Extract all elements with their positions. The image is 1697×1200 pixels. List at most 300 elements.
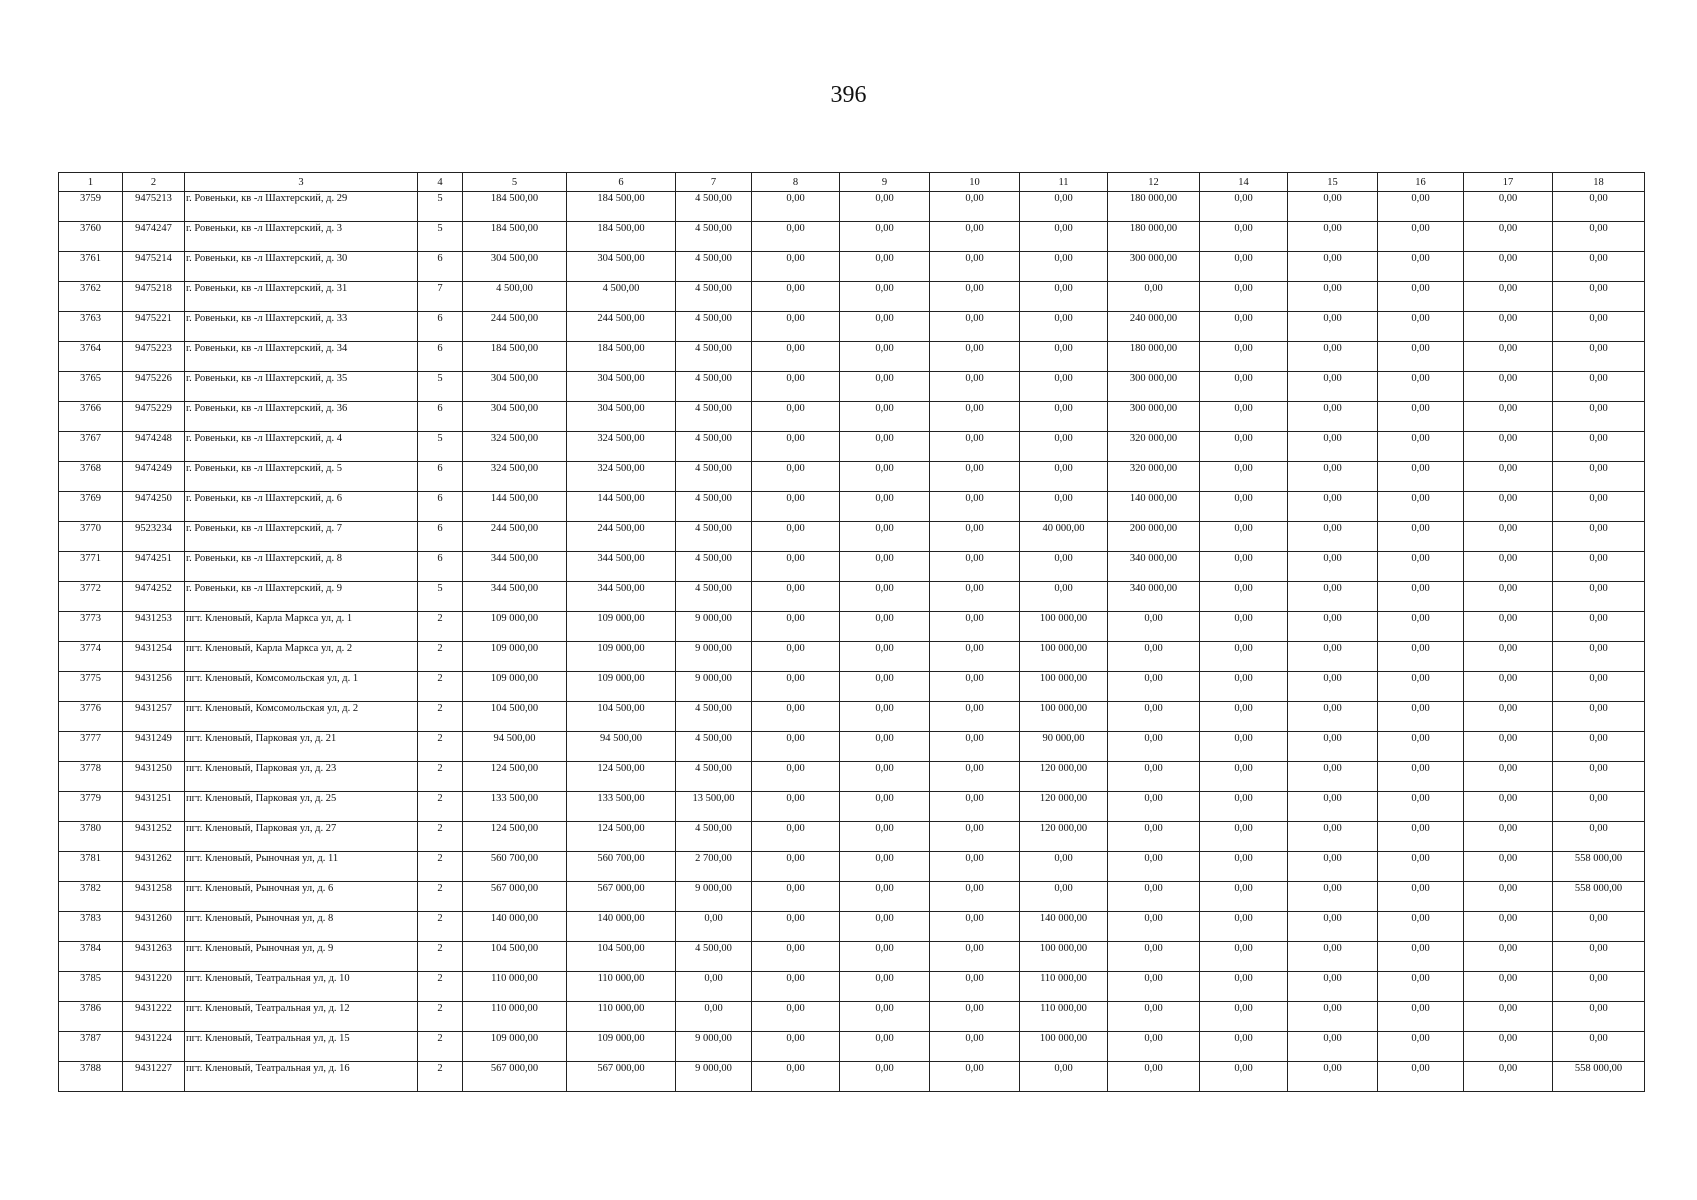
table-cell: 0,00	[1553, 942, 1645, 972]
table-cell: 2	[418, 672, 463, 702]
table-cell: 0,00	[840, 642, 930, 672]
table-cell: 0,00	[1464, 942, 1553, 972]
table-row	[59, 702, 1645, 732]
table-cell: 0,00	[840, 732, 930, 762]
table-cell: 3784	[59, 942, 123, 972]
table-cell: 0,00	[1200, 612, 1288, 642]
table-cell: 6	[418, 522, 463, 552]
table-cell: 304 500,00	[463, 372, 567, 402]
table-cell: 304 500,00	[463, 402, 567, 432]
table-cell: 0,00	[1200, 402, 1288, 432]
table-cell: 0,00	[1288, 1062, 1378, 1092]
table-cell: 0,00	[1378, 492, 1464, 522]
table-cell: 0,00	[840, 672, 930, 702]
table-cell: 110 000,00	[567, 1002, 676, 1032]
table-cell: 244 500,00	[463, 522, 567, 552]
table-cell: 109 000,00	[567, 1032, 676, 1062]
table-cell: 0,00	[1553, 672, 1645, 702]
table-cell: 7	[418, 282, 463, 312]
table-cell: 0,00	[1464, 972, 1553, 1002]
table-cell: 6	[418, 252, 463, 282]
table-cell: 0,00	[1288, 822, 1378, 852]
table-cell: 0,00	[1020, 192, 1108, 222]
table-row	[59, 522, 1645, 552]
table-cell: 3778	[59, 762, 123, 792]
address-cell: пгт. Кленовый, Театральная ул, д. 12	[185, 1002, 418, 1032]
table-cell: 109 000,00	[567, 672, 676, 702]
table-cell: 0,00	[840, 432, 930, 462]
table-cell: 9475226	[123, 372, 185, 402]
table-cell: 5	[418, 582, 463, 612]
table-cell: 0,00	[1464, 1002, 1553, 1032]
table-cell: 324 500,00	[567, 432, 676, 462]
table-cell: 0,00	[930, 192, 1020, 222]
table-cell: 9475221	[123, 312, 185, 342]
table-cell: 0,00	[1288, 1032, 1378, 1062]
table-cell: 0,00	[1288, 552, 1378, 582]
table-cell: 344 500,00	[567, 582, 676, 612]
table-cell: 0,00	[1378, 822, 1464, 852]
table-cell: 0,00	[1200, 522, 1288, 552]
table-cell: 13 500,00	[676, 792, 752, 822]
table-cell: 0,00	[930, 342, 1020, 372]
table-cell: 9431254	[123, 642, 185, 672]
table-cell: 5	[418, 372, 463, 402]
table-cell: 6	[418, 312, 463, 342]
table-cell: 0,00	[1553, 462, 1645, 492]
table-cell: 9431258	[123, 882, 185, 912]
table-cell: 0,00	[1108, 732, 1200, 762]
table-cell: 184 500,00	[463, 192, 567, 222]
table-cell: 0,00	[1553, 342, 1645, 372]
table-cell: 304 500,00	[567, 372, 676, 402]
table-cell: 0,00	[840, 702, 930, 732]
table-cell: 3779	[59, 792, 123, 822]
table-cell: 0,00	[1200, 822, 1288, 852]
table-cell: 0,00	[1020, 372, 1108, 402]
address-cell: пгт. Кленовый, Рыночная ул, д. 8	[185, 912, 418, 942]
table-cell: 0,00	[1378, 732, 1464, 762]
address-cell: г. Ровеньки, кв -л Шахтерский, д. 8	[185, 552, 418, 582]
table-cell: 0,00	[1200, 282, 1288, 312]
table-cell: 0,00	[1108, 1032, 1200, 1062]
table-cell: 304 500,00	[567, 402, 676, 432]
table-cell: 0,00	[930, 462, 1020, 492]
table-cell: 0,00	[1464, 822, 1553, 852]
table-cell: 304 500,00	[463, 252, 567, 282]
table-cell: 0,00	[1288, 942, 1378, 972]
column-header: 2	[123, 173, 185, 192]
address-cell: пгт. Кленовый, Комсомольская ул, д. 2	[185, 702, 418, 732]
table-cell: 320 000,00	[1108, 462, 1200, 492]
table-cell: 0,00	[1108, 822, 1200, 852]
table-cell: 9431263	[123, 942, 185, 972]
address-cell: г. Ровеньки, кв -л Шахтерский, д. 33	[185, 312, 418, 342]
table-cell: 0,00	[1553, 192, 1645, 222]
table-cell: 0,00	[930, 792, 1020, 822]
table-cell: 0,00	[1288, 222, 1378, 252]
table-cell: 0,00	[1200, 882, 1288, 912]
table-cell: 0,00	[752, 282, 840, 312]
table-cell: 0,00	[1378, 252, 1464, 282]
address-cell: пгт. Кленовый, Карла Маркса ул, д. 1	[185, 612, 418, 642]
table-cell: 0,00	[752, 822, 840, 852]
table-cell: 3764	[59, 342, 123, 372]
table-cell: 3780	[59, 822, 123, 852]
table-cell: 0,00	[752, 732, 840, 762]
table-row	[59, 642, 1645, 672]
column-header: 1	[59, 173, 123, 192]
table-cell: 0,00	[752, 912, 840, 942]
page-number: 396	[830, 82, 867, 108]
column-header: 3	[185, 173, 418, 192]
table-cell: 9474251	[123, 552, 185, 582]
address-cell: г. Ровеньки, кв -л Шахтерский, д. 29	[185, 192, 418, 222]
table-cell: 9431220	[123, 972, 185, 1002]
table-cell: 3772	[59, 582, 123, 612]
table-cell: 3766	[59, 402, 123, 432]
table-cell: 0,00	[930, 582, 1020, 612]
table-cell: 0,00	[1020, 282, 1108, 312]
table-row	[59, 972, 1645, 1002]
table-cell: 0,00	[930, 432, 1020, 462]
address-cell: пгт. Кленовый, Комсомольская ул, д. 1	[185, 672, 418, 702]
table-cell: 0,00	[752, 762, 840, 792]
table-cell: 3763	[59, 312, 123, 342]
table-cell: 0,00	[930, 822, 1020, 852]
table-cell: 0,00	[1553, 522, 1645, 552]
table-cell: 0,00	[752, 192, 840, 222]
table-cell: 0,00	[840, 1002, 930, 1032]
table-cell: 2	[418, 852, 463, 882]
table-row	[59, 942, 1645, 972]
table-cell: 9431222	[123, 1002, 185, 1032]
table-cell: 0,00	[752, 582, 840, 612]
table-cell: 9431224	[123, 1032, 185, 1062]
table-cell: 0,00	[840, 852, 930, 882]
table-cell: 0,00	[1200, 852, 1288, 882]
table-cell: 9523234	[123, 522, 185, 552]
table-cell: 0,00	[752, 462, 840, 492]
table-cell: 120 000,00	[1020, 792, 1108, 822]
address-cell: пгт. Кленовый, Парковая ул, д. 25	[185, 792, 418, 822]
table-cell: 0,00	[840, 372, 930, 402]
table-cell: 0,00	[1378, 942, 1464, 972]
column-header: 6	[567, 173, 676, 192]
table-cell: 3768	[59, 462, 123, 492]
header-row	[59, 173, 1645, 192]
table-cell: 344 500,00	[567, 552, 676, 582]
table-cell: 100 000,00	[1020, 1032, 1108, 1062]
column-header: 7	[676, 173, 752, 192]
table-cell: 9475229	[123, 402, 185, 432]
table-row	[59, 402, 1645, 432]
table-cell: 3771	[59, 552, 123, 582]
table-cell: 2	[418, 822, 463, 852]
table-cell: 0,00	[1288, 672, 1378, 702]
table-cell: 0,00	[1464, 642, 1553, 672]
table-cell: 0,00	[1378, 1062, 1464, 1092]
table-cell: 3786	[59, 1002, 123, 1032]
table-cell: 2	[418, 972, 463, 1002]
table-cell: 9 000,00	[676, 1062, 752, 1092]
table-cell: 0,00	[752, 882, 840, 912]
table-cell: 0,00	[930, 732, 1020, 762]
table-cell: 0,00	[840, 1032, 930, 1062]
table-cell: 104 500,00	[567, 942, 676, 972]
table-cell: 0,00	[1200, 702, 1288, 732]
table-cell: 0,00	[1378, 282, 1464, 312]
table-cell: 0,00	[1200, 372, 1288, 402]
address-cell: г. Ровеньки, кв -л Шахтерский, д. 5	[185, 462, 418, 492]
table-row	[59, 462, 1645, 492]
table-cell: 0,00	[1200, 252, 1288, 282]
table-cell: 0,00	[1200, 1062, 1288, 1092]
table-cell: 2	[418, 1032, 463, 1062]
table-cell: 0,00	[1288, 282, 1378, 312]
table-cell: 0,00	[1288, 312, 1378, 342]
table-cell: 2	[418, 1002, 463, 1032]
table-cell: 0,00	[1464, 1062, 1553, 1092]
table-cell: 4 500,00	[676, 702, 752, 732]
table-cell: 4 500,00	[463, 282, 567, 312]
table-cell: 0,00	[1288, 192, 1378, 222]
table-cell: 300 000,00	[1108, 252, 1200, 282]
table-cell: 0,00	[1200, 762, 1288, 792]
table-cell: 0,00	[840, 582, 930, 612]
table-cell: 0,00	[1108, 1002, 1200, 1032]
table-cell: 0,00	[1464, 252, 1553, 282]
table-cell: 3770	[59, 522, 123, 552]
address-cell: пгт. Кленовый, Театральная ул, д. 15	[185, 1032, 418, 1062]
table-cell: 9475218	[123, 282, 185, 312]
table-cell: 9431251	[123, 792, 185, 822]
table-cell: 0,00	[1553, 492, 1645, 522]
table-cell: 0,00	[1464, 702, 1553, 732]
table-cell: 0,00	[1553, 1002, 1645, 1032]
table-cell: 0,00	[1378, 462, 1464, 492]
table-row	[59, 342, 1645, 372]
table-cell: 0,00	[1200, 222, 1288, 252]
table-cell: 124 500,00	[567, 822, 676, 852]
table-row	[59, 222, 1645, 252]
table-cell: 0,00	[1464, 552, 1553, 582]
table-cell: 0,00	[1108, 762, 1200, 792]
table-cell: 0,00	[840, 192, 930, 222]
table-cell: 0,00	[1020, 552, 1108, 582]
table-cell: 0,00	[1378, 612, 1464, 642]
table-cell: 0,00	[1378, 762, 1464, 792]
table-cell: 4 500,00	[676, 312, 752, 342]
table-cell: 0,00	[1020, 1062, 1108, 1092]
table-cell: 0,00	[752, 942, 840, 972]
table-cell: 0,00	[1200, 642, 1288, 672]
table-row	[59, 822, 1645, 852]
table-cell: 104 500,00	[463, 942, 567, 972]
table-cell: 0,00	[1378, 372, 1464, 402]
address-cell: пгт. Кленовый, Парковая ул, д. 23	[185, 762, 418, 792]
table-cell: 9431260	[123, 912, 185, 942]
table-cell: 244 500,00	[463, 312, 567, 342]
table-cell: 0,00	[1378, 522, 1464, 552]
address-cell: г. Ровеньки, кв -л Шахтерский, д. 4	[185, 432, 418, 462]
table-cell: 0,00	[1288, 432, 1378, 462]
table-cell: 0,00	[752, 672, 840, 702]
table-cell: 0,00	[1464, 792, 1553, 822]
table-cell: 94 500,00	[463, 732, 567, 762]
table-cell: 124 500,00	[463, 822, 567, 852]
table-cell: 200 000,00	[1108, 522, 1200, 552]
table-cell: 120 000,00	[1020, 822, 1108, 852]
table-cell: 140 000,00	[1020, 912, 1108, 942]
table-cell: 344 500,00	[463, 552, 567, 582]
table-cell: 120 000,00	[1020, 762, 1108, 792]
table-cell: 0,00	[1288, 912, 1378, 942]
table-cell: 9431227	[123, 1062, 185, 1092]
table-cell: 0,00	[930, 612, 1020, 642]
table-cell: 0,00	[1108, 672, 1200, 702]
table-cell: 0,00	[1464, 402, 1553, 432]
address-cell: г. Ровеньки, кв -л Шахтерский, д. 9	[185, 582, 418, 612]
table-cell: 300 000,00	[1108, 402, 1200, 432]
column-header: 15	[1288, 173, 1378, 192]
table-cell: 4 500,00	[676, 252, 752, 282]
table-cell: 100 000,00	[1020, 702, 1108, 732]
table-cell: 0,00	[1288, 852, 1378, 882]
table-row	[59, 612, 1645, 642]
table-cell: 4 500,00	[676, 402, 752, 432]
table-cell: 344 500,00	[463, 582, 567, 612]
table-cell: 0,00	[1464, 192, 1553, 222]
address-cell: г. Ровеньки, кв -л Шахтерский, д. 31	[185, 282, 418, 312]
table-cell: 2	[418, 942, 463, 972]
table-cell: 9474247	[123, 222, 185, 252]
table-cell: 3788	[59, 1062, 123, 1092]
table-cell: 0,00	[1378, 972, 1464, 1002]
table-cell: 300 000,00	[1108, 372, 1200, 402]
table-cell: 0,00	[752, 642, 840, 672]
table-cell: 0,00	[1288, 372, 1378, 402]
table-cell: 0,00	[840, 252, 930, 282]
table-cell: 0,00	[1200, 342, 1288, 372]
table-cell: 0,00	[1288, 462, 1378, 492]
table-cell: 110 000,00	[1020, 972, 1108, 1002]
table-cell: 0,00	[752, 552, 840, 582]
table-cell: 0,00	[930, 762, 1020, 792]
table-cell: 0,00	[930, 1002, 1020, 1032]
table-cell: 0,00	[1288, 492, 1378, 522]
table-cell: 9474252	[123, 582, 185, 612]
table-cell: 0,00	[752, 522, 840, 552]
table-cell: 0,00	[1464, 612, 1553, 642]
table-cell: 0,00	[840, 882, 930, 912]
table-row	[59, 492, 1645, 522]
table-cell: 0,00	[1200, 312, 1288, 342]
table-cell: 4 500,00	[676, 942, 752, 972]
table-cell: 0,00	[930, 1032, 1020, 1062]
table-cell: 0,00	[930, 252, 1020, 282]
table-cell: 9431252	[123, 822, 185, 852]
table-cell: 0,00	[840, 792, 930, 822]
table-cell: 0,00	[1464, 492, 1553, 522]
table-cell: 0,00	[1378, 1002, 1464, 1032]
address-cell: пгт. Кленовый, Рыночная ул, д. 11	[185, 852, 418, 882]
table-cell: 2 700,00	[676, 852, 752, 882]
table-cell: 0,00	[1553, 552, 1645, 582]
address-cell: г. Ровеньки, кв -л Шахтерский, д. 3	[185, 222, 418, 252]
table-cell: 184 500,00	[567, 222, 676, 252]
table-cell: 3769	[59, 492, 123, 522]
table-cell: 0,00	[1108, 642, 1200, 672]
column-header: 4	[418, 173, 463, 192]
table-cell: 0,00	[1378, 672, 1464, 702]
column-header: 8	[752, 173, 840, 192]
table-cell: 2	[418, 792, 463, 822]
table-cell: 40 000,00	[1020, 522, 1108, 552]
table-cell: 6	[418, 492, 463, 522]
table-cell: 0,00	[1553, 1032, 1645, 1062]
table-cell: 558 000,00	[1553, 1062, 1645, 1092]
table-cell: 0,00	[1553, 432, 1645, 462]
table-cell: 0,00	[930, 282, 1020, 312]
table-cell: 124 500,00	[463, 762, 567, 792]
table-cell: 0,00	[1020, 852, 1108, 882]
table-row	[59, 792, 1645, 822]
table-cell: 0,00	[1464, 732, 1553, 762]
table-cell: 0,00	[752, 342, 840, 372]
table-body	[59, 192, 1645, 1092]
table-cell: 0,00	[930, 852, 1020, 882]
table-cell: 0,00	[1378, 642, 1464, 672]
table-row	[59, 372, 1645, 402]
table-cell: 0,00	[1200, 432, 1288, 462]
table-cell: 0,00	[840, 462, 930, 492]
table-cell: 0,00	[1378, 852, 1464, 882]
table-cell: 0,00	[1378, 222, 1464, 252]
table-cell: 0,00	[1288, 882, 1378, 912]
table-cell: 0,00	[1378, 1032, 1464, 1062]
table-cell: 109 000,00	[463, 642, 567, 672]
table-row	[59, 732, 1645, 762]
table-cell: 0,00	[1378, 192, 1464, 222]
table-cell: 104 500,00	[567, 702, 676, 732]
table-cell: 104 500,00	[463, 702, 567, 732]
table-cell: 244 500,00	[567, 312, 676, 342]
table-cell: 109 000,00	[463, 612, 567, 642]
table-cell: 0,00	[752, 402, 840, 432]
table-cell: 184 500,00	[463, 342, 567, 372]
table-cell: 0,00	[1108, 942, 1200, 972]
address-cell: пгт. Кленовый, Рыночная ул, д. 6	[185, 882, 418, 912]
table-cell: 0,00	[1020, 462, 1108, 492]
table-cell: 9431256	[123, 672, 185, 702]
table-cell: 0,00	[930, 552, 1020, 582]
table-cell: 2	[418, 642, 463, 672]
table-cell: 0,00	[1464, 522, 1553, 552]
table-cell: 4 500,00	[676, 192, 752, 222]
address-cell: г. Ровеньки, кв -л Шахтерский, д. 35	[185, 372, 418, 402]
table-cell: 5	[418, 432, 463, 462]
table-cell: 4 500,00	[567, 282, 676, 312]
table-cell: 140 000,00	[463, 912, 567, 942]
table-cell: 0,00	[1378, 912, 1464, 942]
table-cell: 4 500,00	[676, 372, 752, 402]
column-header: 11	[1020, 173, 1108, 192]
column-header: 9	[840, 173, 930, 192]
table-cell: 0,00	[1378, 432, 1464, 462]
table-cell: 4 500,00	[676, 342, 752, 372]
table-cell: 90 000,00	[1020, 732, 1108, 762]
